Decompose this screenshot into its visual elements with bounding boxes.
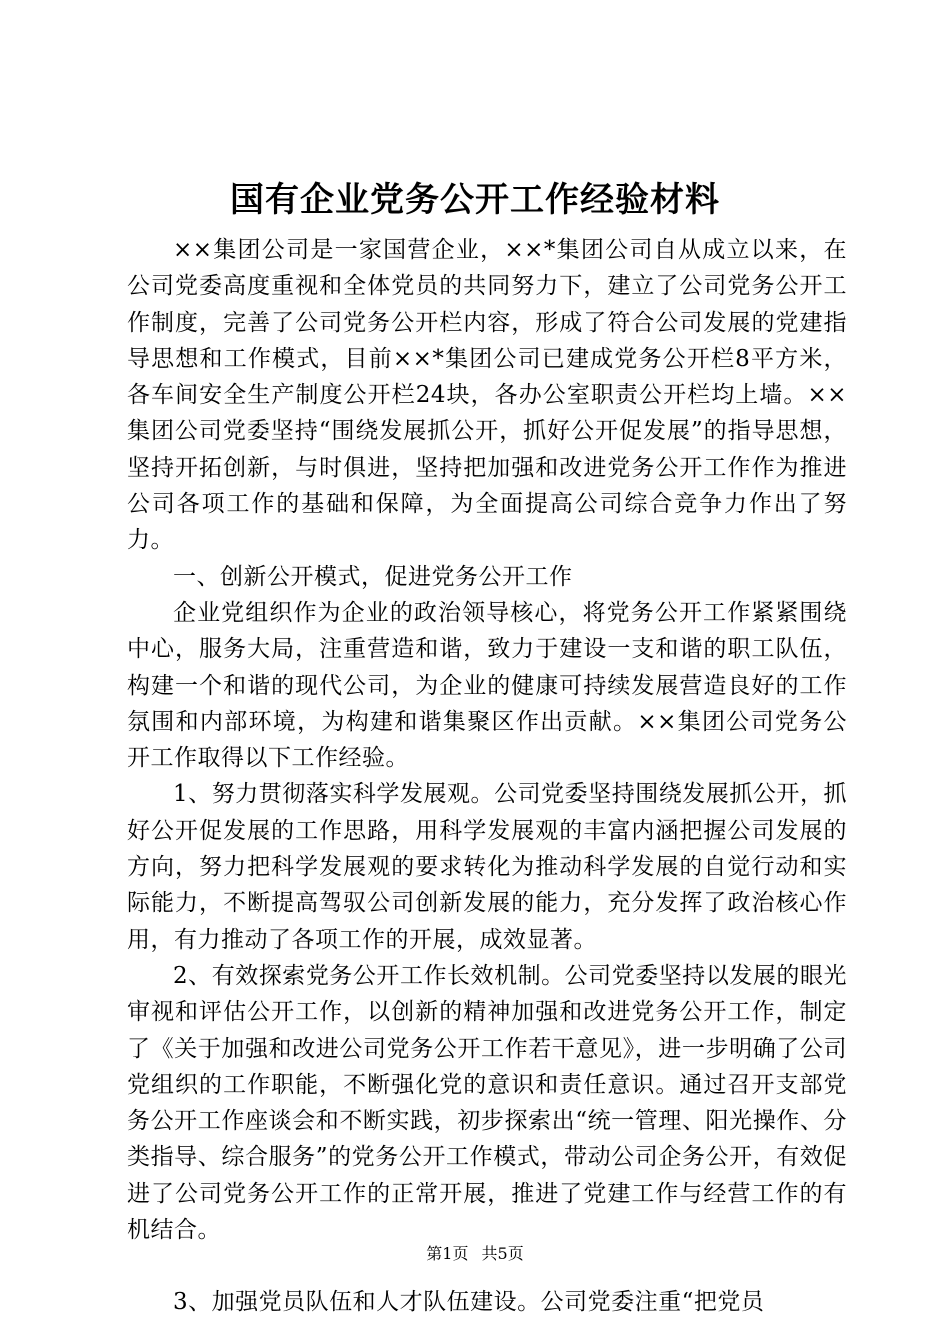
- paragraph-item-3: 3、加强党员队伍和人才队伍建设。公司党委注重“把党员: [173, 1289, 765, 1316]
- paragraph-item-2: 2、有效探索党务公开工作长效机制。公司党委坚持以发展的眼光审视和评估公开工作，以创新的精神加强和改进党务公开工作，制定了《关于加强和改进公司党务公开工作若干意见》，进一步明确了公司党组织的工作职能，不断强化党的意识和责任意识。通过召开支部党务公开工作座谈会和不断实践，初步探索出“统一管理、阳光操作、分类指导、综合服务”的党务公开工作模式，带动公司企务公开，有效促进了公司党务公开工作的正常开展，推进了党建工作与经营工作的有机结合。: [127, 962, 847, 1244]
- document-title: 国有企业党务公开工作经验材料: [230, 180, 720, 220]
- paragraph-item-1: 1、努力贯彻落实科学发展观。公司党委坚持围绕发展抓公开，抓好公开促发展的工作思路，用科学发展观的丰富内涵把握公司发展的方向，努力把科学发展观的要求转化为推动科学发展的自觉行动和实际能力，不断提高驾驭公司创新发展的能力，充分发挥了政治核心作用，有力推动了各项工作的开展，成效显著。: [127, 781, 847, 953]
- page-footer: [0, 1243, 950, 1265]
- page-number: 第1页: [426, 1244, 469, 1263]
- section-heading-1: 一、创新公开模式，促进党务公开工作: [173, 563, 573, 590]
- page-total: 共5页: [481, 1244, 524, 1263]
- paragraph-intro: ××集团公司是一家国营企业，××*集团公司自从成立以来，在公司党委高度重视和全体党员的共同努力下，建立了公司党务公开工作制度，完善了公司党务公开栏内容，形成了符合公司发展的党建指导思想和工作模式，目前××*集团公司已建成党务公开栏8平方米，各车间安全生产制度公开栏24块，各办公室职责公开栏均上墙。××集团公司党委坚持“围绕发展抓公开，抓好公开促发展”的指导思想，坚持开拓创新，与时俱进，坚持把加强和改进党务公开工作作为推进公司各项工作的基础和保障，为全面提高公司综合竞争力作出了努力。: [127, 237, 847, 554]
- paragraph-section-1: 企业党组织作为企业的政治领导核心，将党务公开工作紧紧围绕中心，服务大局，注重营造和谐，致力于建设一支和谐的职工队伍，构建一个和谐的现代公司，为企业的健康可持续发展营造良好的工作氛围和内部环境，为构建和谐集聚区作出贡献。××集团公司党务公开工作取得以下工作经验。: [127, 599, 847, 772]
- document-body: [127, 232, 847, 1321]
